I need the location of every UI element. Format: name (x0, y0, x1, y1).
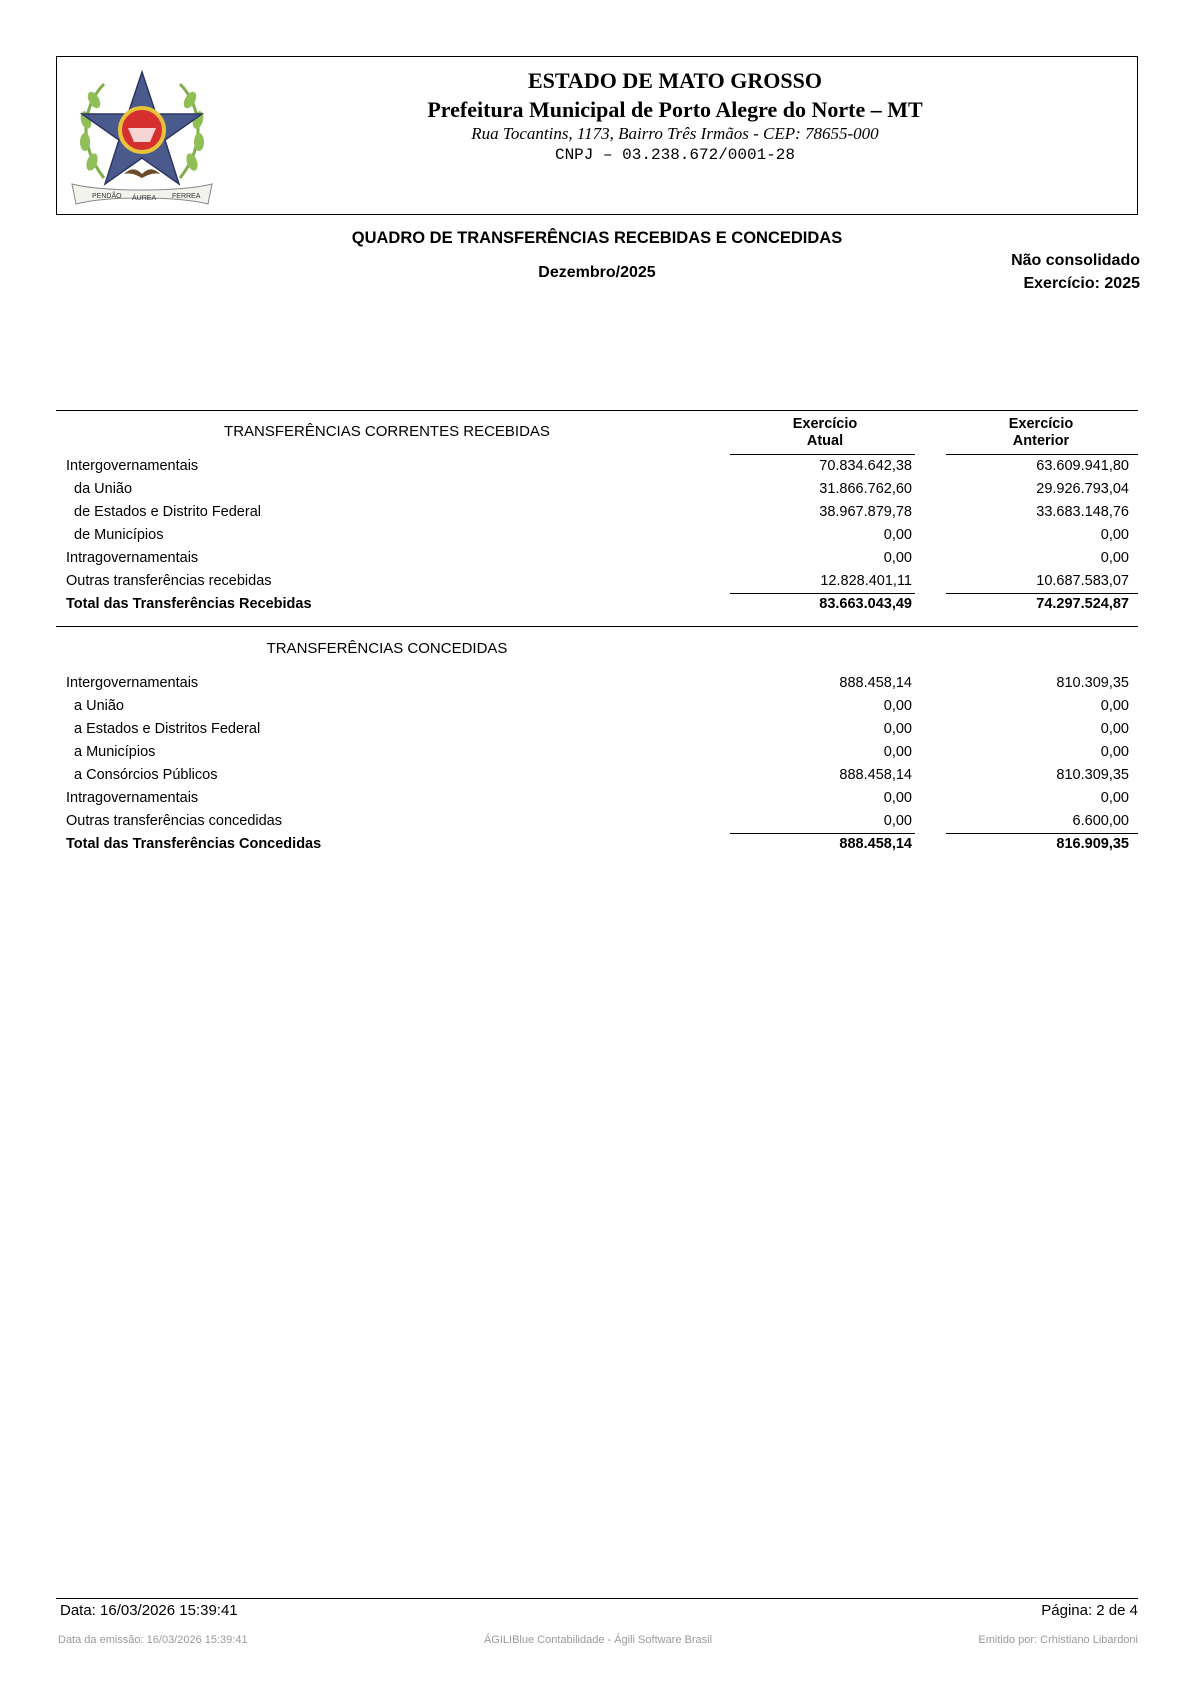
report-title: QUADRO DE TRANSFERÊNCIAS RECEBIDAS E CONCEDIDAS (351, 229, 843, 247)
footer-emission-date: Data da emissão: 16/03/2026 15:39:41 (58, 1634, 248, 1646)
col-previous-header (946, 416, 1136, 450)
table-row (56, 767, 1138, 790)
row-current-value: 0,00 (883, 744, 912, 760)
consolidation-status: Não consolidado (1011, 252, 1140, 269)
row-label: Outras transferências concedidas (66, 813, 282, 829)
subtotal-line-current (730, 593, 915, 594)
table-row (56, 504, 1138, 527)
total-row (56, 596, 1138, 619)
table-row (56, 698, 1138, 721)
table-row (56, 675, 1138, 698)
row-current-value: 888.458,14 (839, 675, 912, 691)
report-period: Dezembro/2025 (538, 264, 656, 281)
crest-banner-text-3: FERREA (172, 193, 201, 200)
row-current-value: 70.834.642,38 (819, 458, 912, 474)
total-previous-value: 816.909,35 (1056, 836, 1129, 852)
row-label: a Estados e Distritos Federal (74, 721, 261, 737)
row-label: de Municípios (74, 527, 164, 543)
row-current-value: 12.828.401,11 (820, 573, 912, 589)
row-label: da União (74, 481, 133, 497)
table-row (56, 550, 1138, 573)
table-row (56, 744, 1138, 767)
total-current-value: 888.458,14 (839, 836, 912, 852)
row-current-value: 0,00 (883, 698, 912, 714)
row-current-value: 38.967.879,78 (819, 504, 912, 520)
section-divider (56, 410, 1138, 411)
municipal-crest-icon (64, 66, 220, 208)
subtotal-line-previous (946, 593, 1138, 594)
col-current-line1: Exercício (792, 416, 858, 432)
header-address: Rua Tocantins, 1173, Bairro Três Irmãos - CEP: 78655-000 (471, 124, 879, 143)
row-label: a Consórcios Públicos (74, 767, 218, 783)
row-label: Intragovernamentais (66, 550, 199, 566)
row-current-value: 31.866.762,60 (819, 481, 912, 497)
table-row (56, 527, 1138, 550)
footer-divider (56, 1598, 1138, 1599)
row-previous-value: 810.309,35 (1056, 767, 1129, 783)
col-previous-line1: Exercício (1008, 416, 1074, 432)
row-current-value: 0,00 (883, 813, 912, 829)
row-label: de Estados e Distrito Federal (74, 504, 261, 520)
row-current-value: 0,00 (883, 550, 912, 566)
col-current-header (730, 416, 920, 450)
footer-page-number: Página: 2 de 4 (1041, 1602, 1138, 1619)
table-row (56, 481, 1138, 504)
row-current-value: 0,00 (883, 790, 912, 806)
table-row (56, 458, 1138, 481)
header-cnpj: CNPJ – 03.238.672/0001-28 (554, 146, 796, 164)
row-previous-value: 0,00 (1100, 550, 1129, 566)
table-row (56, 721, 1138, 744)
row-label: Outras transferências recebidas (66, 573, 272, 589)
row-previous-value: 6.600,00 (1072, 813, 1129, 829)
subtotal-line-current (730, 833, 915, 834)
crest-banner-text-1: PENDÃO (92, 193, 122, 200)
row-label: a União (74, 698, 124, 714)
header-state: ESTADO DE MATO GROSSO (527, 68, 822, 93)
row-previous-value: 0,00 (1100, 698, 1129, 714)
crest-banner-text-2: ÁUREA (132, 195, 157, 202)
row-previous-value: 29.926.793,04 (1036, 481, 1129, 497)
section-divider (56, 626, 1138, 627)
row-current-value: 0,00 (883, 527, 912, 543)
header-prefecture: Prefeitura Municipal de Porto Alegre do Norte – MT (427, 97, 923, 122)
granted-section-title: TRANSFERÊNCIAS CONCEDIDAS (266, 640, 508, 657)
row-previous-value: 810.309,35 (1056, 675, 1129, 691)
exercise-year: Exercício: 2025 (1023, 275, 1140, 292)
footer-emitted-by: Emitido por: Crhistiano Libardoni (978, 1634, 1138, 1646)
row-current-value: 0,00 (883, 721, 912, 737)
received-section-title: TRANSFERÊNCIAS CORRENTES RECEBIDAS (224, 423, 550, 440)
row-previous-value: 0,00 (1100, 790, 1129, 806)
row-label: Intergovernamentais (66, 675, 199, 691)
total-label: Total das Transferências Recebidas (66, 596, 312, 612)
col-previous-underline (946, 454, 1138, 455)
row-previous-value: 0,00 (1100, 527, 1129, 543)
row-previous-value: 33.683.148,76 (1036, 504, 1129, 520)
table-row (56, 790, 1138, 813)
footer-software: ÁGILIBlue Contabilidade - Ágili Software Brasil (483, 1634, 713, 1646)
row-previous-value: 0,00 (1100, 744, 1129, 760)
total-previous-value: 74.297.524,87 (1036, 596, 1129, 612)
row-previous-value: 10.687.583,07 (1036, 573, 1129, 589)
footer-date: Data: 16/03/2026 15:39:41 (60, 1602, 238, 1619)
row-current-value: 888.458,14 (839, 767, 912, 783)
total-current-value: 83.663.043,49 (819, 596, 912, 612)
subtotal-line-previous (946, 833, 1138, 834)
row-previous-value: 0,00 (1100, 721, 1129, 737)
row-previous-value: 63.609.941,80 (1036, 458, 1129, 474)
row-label: Intragovernamentais (66, 790, 199, 806)
total-row (56, 836, 1138, 859)
row-label: Intergovernamentais (66, 458, 199, 474)
col-current-underline (730, 454, 915, 455)
col-current-line2: Atual (806, 433, 844, 449)
total-label: Total das Transferências Concedidas (66, 836, 322, 852)
row-label: a Municípios (74, 744, 156, 760)
col-previous-line2: Anterior (1012, 433, 1070, 449)
